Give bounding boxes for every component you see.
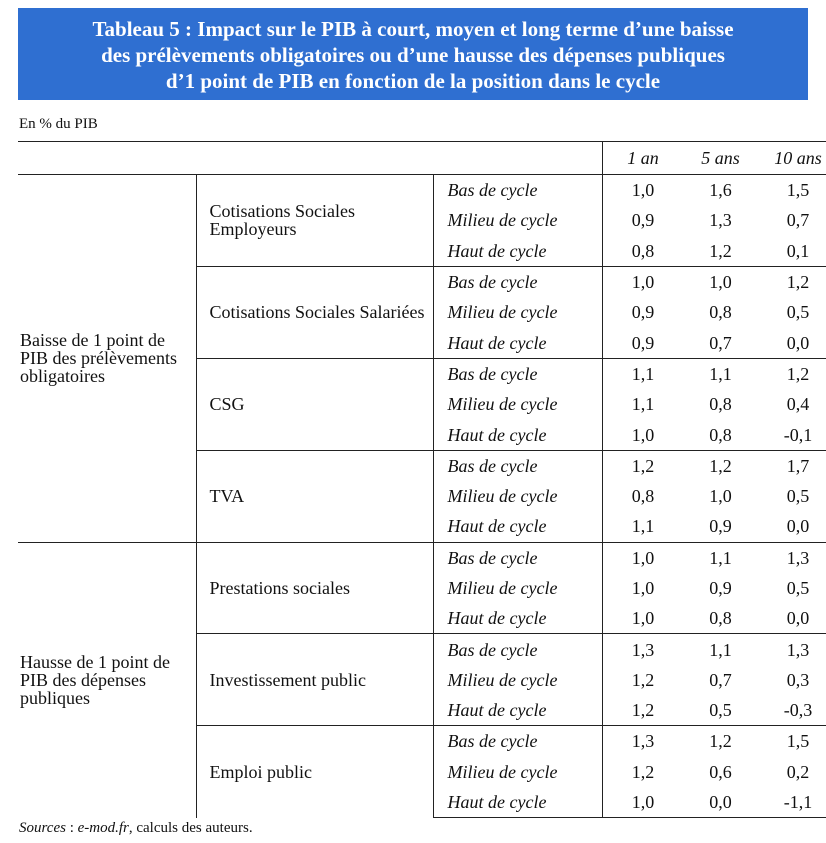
value-cell: 1,3 <box>603 634 684 665</box>
value-cell: 1,2 <box>603 450 684 481</box>
title-line-3: d’1 point de PIB en fonction de la position dans le cycle <box>165 69 661 93</box>
value-cell: 0,7 <box>709 332 732 353</box>
title-line-1: Tableau 5 : Impact sur le PIB à court, moyen et long terme d’une baisse <box>92 17 734 41</box>
value-cell: 1,2 <box>683 726 758 757</box>
value-cell: 0,8 <box>603 481 684 511</box>
value-cell: 1,6 <box>709 180 732 201</box>
cycle-position: Milieu de cycle <box>433 757 603 787</box>
value-cell: -0,1 <box>783 424 813 445</box>
value-cell: 1,2 <box>603 695 684 726</box>
value-cell: 1,1 <box>683 634 758 665</box>
value-cell: 0,0 <box>786 608 810 629</box>
value-cell: 0,9 <box>603 327 684 358</box>
value-cell: 1,1 <box>603 389 684 419</box>
header-row <box>18 142 826 175</box>
value-cell: 0,9 <box>709 578 732 598</box>
value-cell: 1,0 <box>603 787 684 818</box>
value-cell: 0,8 <box>709 302 732 323</box>
value-cell: 1,5 <box>786 180 810 201</box>
source-separator: : <box>65 820 78 836</box>
cycle-position: Haut de cycle <box>433 327 603 358</box>
cycle-position: Milieu de cycle <box>433 573 603 603</box>
value-cell: 1,2 <box>603 757 684 787</box>
cycle-position: Milieu de cycle <box>433 297 603 327</box>
cycle-position: Haut de cycle <box>433 695 603 726</box>
instrument-label: Prestations sociales <box>196 542 433 634</box>
group-label: Baisse de 1 point de PIB des prélèvements obligatoires <box>20 330 177 387</box>
value-cell: 0,5 <box>786 302 810 323</box>
value-cell: 1,1 <box>603 358 684 389</box>
value-cell: 0,8 <box>603 236 684 267</box>
table-row <box>18 542 826 573</box>
source-rest: , calculs des auteurs. <box>128 820 253 836</box>
column-header: 5 ans <box>683 142 758 175</box>
data-table <box>18 141 826 818</box>
value-cell: 0,0 <box>683 787 758 818</box>
value-cell: 1,3 <box>709 210 732 231</box>
value-cell: 1,0 <box>709 486 732 507</box>
title-line-2: des prélèvements obligatoires ou d’une hausse des dépenses publiques <box>101 43 725 67</box>
source-site: e-mod.fr <box>77 820 129 836</box>
cycle-position: Haut de cycle <box>433 419 603 450</box>
table-row <box>18 175 826 206</box>
value-cell: 0,5 <box>786 578 810 598</box>
cycle-position: Milieu de cycle <box>433 665 603 695</box>
cycle-position: Haut de cycle <box>433 511 603 542</box>
value-cell: 0,3 <box>786 669 810 690</box>
cycle-position: Bas de cycle <box>433 358 603 389</box>
value-cell: 1,1 <box>683 358 758 389</box>
cycle-position: Haut de cycle <box>433 236 603 267</box>
instrument-label: CSG <box>196 358 433 450</box>
value-cell: 0,2 <box>786 761 810 782</box>
table-title-banner <box>18 8 808 100</box>
group-label: Hausse de 1 point de PIB des dépenses publiques <box>18 542 196 818</box>
cycle-position: Milieu de cycle <box>433 481 603 511</box>
cycle-position: Bas de cycle <box>433 542 603 573</box>
value-cell: 1,2 <box>709 240 732 261</box>
cycle-position: Haut de cycle <box>433 787 603 818</box>
cycle-position: Bas de cycle <box>433 726 603 757</box>
value-cell: 0,4 <box>786 394 810 415</box>
value-cell: 1,3 <box>603 726 684 757</box>
value-cell: 1,0 <box>603 175 684 206</box>
value-cell: 1,3 <box>758 542 826 573</box>
value-cell: 0,8 <box>709 424 732 445</box>
value-cell: 1,7 <box>758 450 826 481</box>
value-cell: 1,0 <box>603 542 684 573</box>
instrument-label: TVA <box>196 450 433 542</box>
value-cell: 1,1 <box>683 542 758 573</box>
unit-label: En % du PIB <box>19 116 98 132</box>
value-cell: 1,0 <box>603 573 684 603</box>
value-cell: 0,9 <box>709 516 732 537</box>
value-cell: 0,7 <box>786 210 810 231</box>
cycle-position: Bas de cycle <box>433 450 603 481</box>
instrument-label: Cotisations Sociales Employeurs <box>196 175 433 267</box>
value-cell: 1,0 <box>683 266 758 297</box>
cycle-position: Milieu de cycle <box>433 389 603 419</box>
value-cell: 1,0 <box>603 603 684 634</box>
value-cell: 0,6 <box>709 761 732 782</box>
value-cell: 1,3 <box>758 634 826 665</box>
cycle-position: Milieu de cycle <box>433 205 603 235</box>
value-cell: 1,0 <box>603 419 684 450</box>
value-cell: 0,7 <box>709 669 732 690</box>
instrument-label: Emploi public <box>196 726 433 818</box>
column-header: 1 an <box>603 142 684 175</box>
value-cell: 0,8 <box>709 394 732 415</box>
value-cell: 1,2 <box>758 266 826 297</box>
value-cell: 0,0 <box>786 516 810 537</box>
cycle-position: Bas de cycle <box>433 266 603 297</box>
value-cell: 0,9 <box>603 297 684 327</box>
value-cell: 1,2 <box>758 358 826 389</box>
value-cell: 0,5 <box>786 486 810 507</box>
cycle-position: Bas de cycle <box>433 634 603 665</box>
source-note <box>19 820 253 837</box>
value-cell: 1,2 <box>683 450 758 481</box>
value-cell: 1,5 <box>758 726 826 757</box>
cycle-position: Haut de cycle <box>433 603 603 634</box>
value-cell: -0,3 <box>783 700 813 721</box>
value-cell: 0,1 <box>786 240 810 261</box>
value-cell: 0,9 <box>603 205 684 235</box>
value-cell: 1,1 <box>603 511 684 542</box>
column-header: 10 ans <box>758 142 826 175</box>
value-cell: 1,2 <box>603 665 684 695</box>
value-cell: 0,0 <box>786 332 810 353</box>
instrument-label: Cotisations Sociales Salariées <box>196 266 433 358</box>
value-cell: -1,1 <box>758 787 826 818</box>
source-label: Sources <box>19 820 66 836</box>
value-cell: 0,8 <box>709 608 732 629</box>
value-cell: 0,5 <box>709 700 732 721</box>
instrument-label: Investissement public <box>196 634 433 726</box>
value-cell: 1,0 <box>603 266 684 297</box>
cycle-position: Bas de cycle <box>433 175 603 206</box>
